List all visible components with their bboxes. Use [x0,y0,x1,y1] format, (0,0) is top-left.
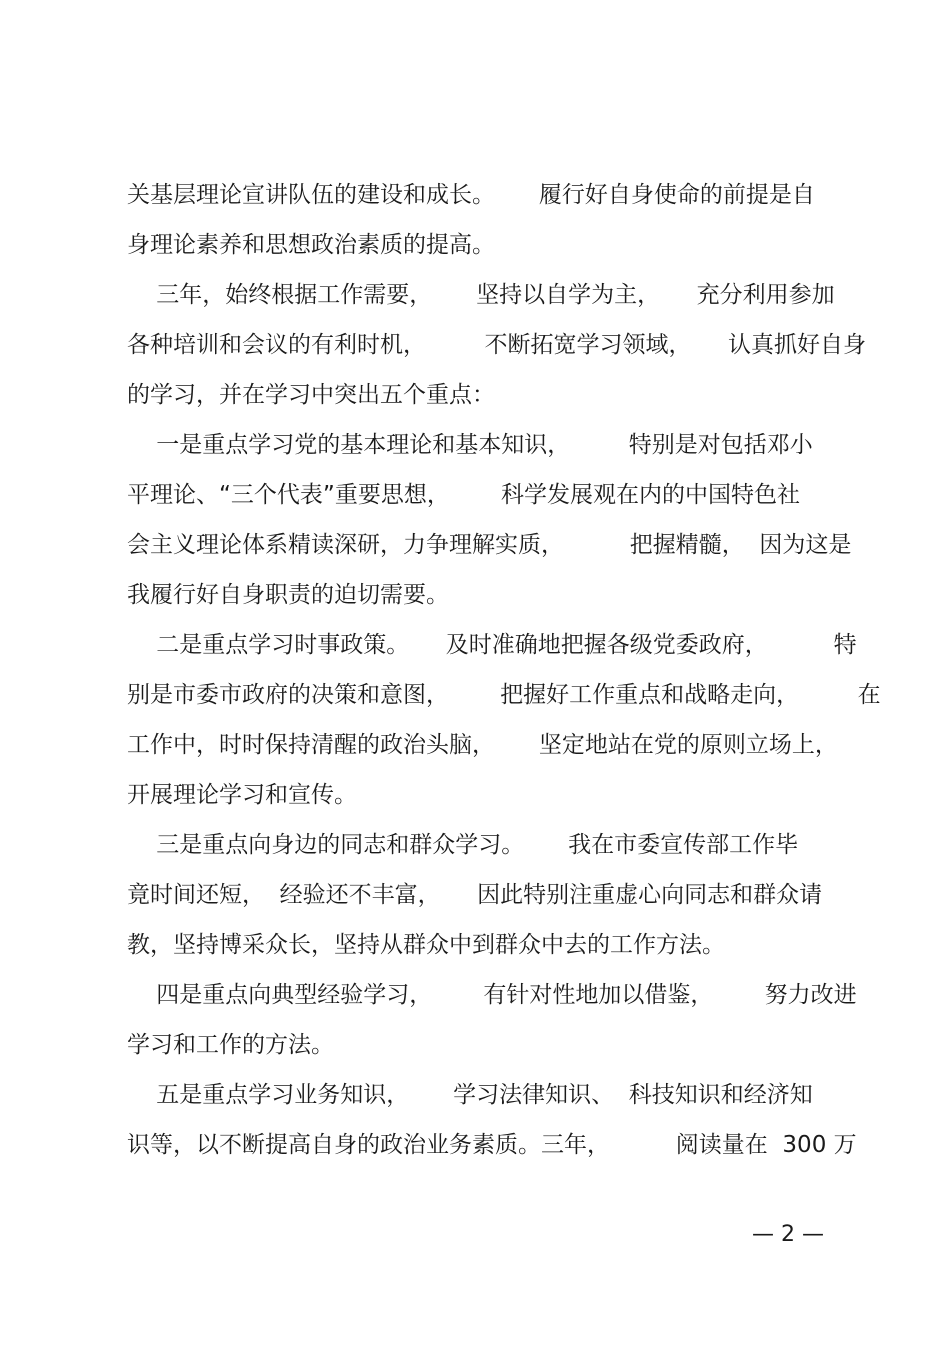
text-line: 教，坚持博采众长，坚持从群众中到群众中去的工作方法。 [127,932,725,958]
text-line: 关基层理论宣讲队伍的建设和成长。 履行好自身使命的前提是自 [127,182,815,208]
text-line: 学习和工作的方法。 [127,1032,334,1058]
text-line: 会主义理论体系精读深研，力争理解实质， 把握精髓， 因为这是 [127,532,852,558]
text-line: 四是重点向典型经验学习， 有针对性地加以借鉴， 努力改进 [127,982,857,1008]
text-line: 五是重点学习业务知识， 学习法律知识、 科技知识和经济知 [127,1082,813,1108]
text-line: 三是重点向身边的同志和群众学习。 我在市委宣传部工作毕 [127,832,799,858]
text-line: 的学习，并在学习中突出五个重点： [127,382,495,408]
text-line: 三年，始终根据工作需要， 坚持以自学为主， 充分利用参加 [127,282,835,308]
page-number: — 2 — [752,1222,824,1247]
text-line: 开展理论学习和宣传。 [127,782,357,808]
text-line: 别是市委市政府的决策和意图， 把握好工作重点和战略走向， 在 [127,682,881,708]
text-line: 工作中，时时保持清醒的政治头脑， 坚定地站在党的原则立场上， [127,732,838,758]
text-line: 各种培训和会议的有利时机， 不断拓宽学习领域， 认真抓好自身 [127,332,867,358]
text-line: 我履行好自身职责的迫切需要。 [127,582,449,608]
text-line: 识等，以不断提高自身的政治业务素质。三年， 阅读量在 300 万 [127,1132,857,1158]
text-line: 一是重点学习党的基本理论和基本知识， 特别是对包括邓小 [127,432,813,458]
text-line: 平理论、“三个代表”重要思想， 科学发展观在内的中国特色社 [127,482,801,508]
text-line: 二是重点学习时事政策。 及时准确地把握各级党委政府， 特 [127,632,857,658]
text-line: 身理论素养和思想政治素质的提高。 [127,232,495,258]
text-line: 竟时间还短， 经验还不丰富， 因此特别注重虚心向同志和群众请 [127,882,823,908]
